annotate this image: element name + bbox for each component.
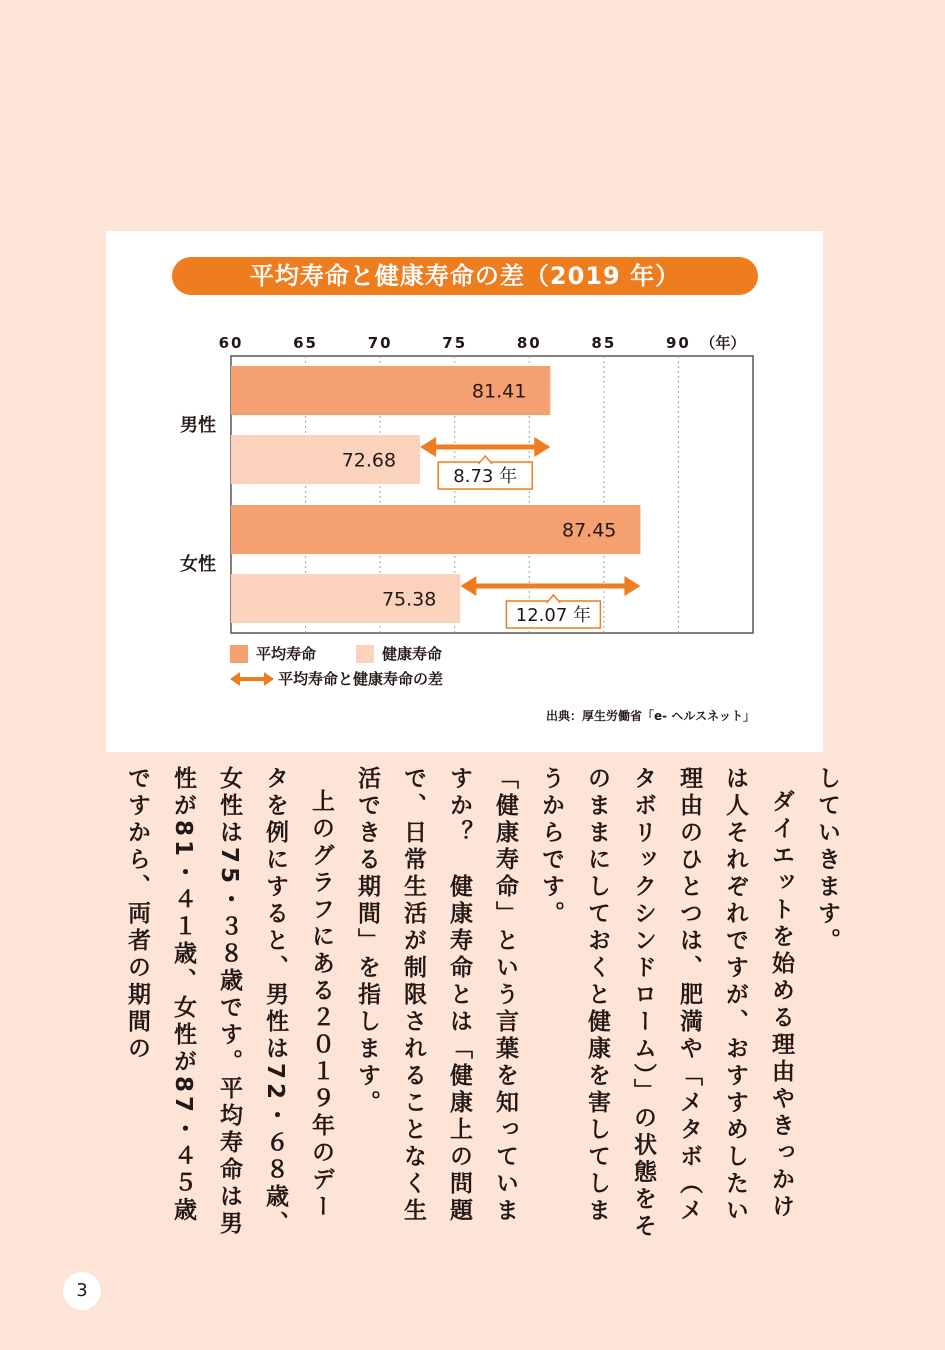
x-tick-label: 90 bbox=[665, 334, 691, 352]
x-tick-label: 80 bbox=[516, 334, 542, 352]
difference-label-pointer-mask bbox=[548, 601, 558, 603]
bar-value-label: 75.38 bbox=[381, 588, 437, 611]
legend-item-average bbox=[230, 643, 316, 664]
legend-label-difference: 平均寿命と健康寿命の差 bbox=[278, 670, 444, 688]
category-label: 男性 bbox=[180, 415, 216, 436]
bar-value-label: 87.45 bbox=[561, 519, 617, 542]
bar-value-label: 81.41 bbox=[471, 380, 527, 403]
legend-item-difference bbox=[230, 668, 443, 689]
legend-label-average: 平均寿命 bbox=[256, 645, 317, 663]
chart-source: 出典：厚生労働省「e- ヘルスネット」 bbox=[546, 709, 755, 723]
x-tick-label: 70 bbox=[367, 334, 393, 352]
double-arrow-icon bbox=[230, 670, 274, 688]
x-tick-label: 75 bbox=[442, 334, 468, 352]
category-label: 女性 bbox=[180, 554, 216, 575]
chart-title: 平均寿命と健康寿命の差（2019 年） bbox=[172, 257, 758, 295]
x-tick-label: 60 bbox=[218, 334, 244, 352]
paragraph: ダイエットを始める理由やきっかけは人それぞれですが、おすすめしたい理由のひとつは、肥満や「メタボ（メタボリックシンドローム）」の状態をそのままにしておくと健康を害してしまうからです。 bbox=[538, 766, 794, 1241]
paragraph: していきます。 bbox=[814, 766, 840, 955]
x-tick-label: 65 bbox=[293, 334, 319, 352]
legend-swatch-healthy bbox=[356, 645, 374, 663]
x-tick-label: 85 bbox=[591, 334, 617, 352]
legend-swatch-average bbox=[230, 645, 248, 663]
chart-card bbox=[106, 231, 823, 752]
legend-label-healthy: 健康寿命 bbox=[382, 645, 443, 663]
paragraph: 「健康寿命」という言葉を知っていますか？ 健康寿命とは「健康上の問題で、日常生活が制限されることなく生活できる期間」を指します。 bbox=[354, 766, 518, 1225]
difference-value-label: 8.73 年 bbox=[453, 466, 518, 487]
page-number: 3 bbox=[63, 1272, 101, 1310]
bar-chart bbox=[106, 231, 823, 752]
bar-value-label: 72.68 bbox=[341, 449, 397, 472]
legend-item-healthy bbox=[356, 643, 442, 664]
difference-label-pointer-mask bbox=[480, 462, 490, 464]
body-text bbox=[80, 766, 850, 1246]
paragraph: 上のグラフにある２０１９年のデータを例にすると、男性は72・６８歳、女性は75・３８歳です。平均寿命は男性が81・４１歳、女性が87・４５歳ですから、両者の期間の bbox=[124, 766, 334, 1239]
x-axis-unit: （年） bbox=[700, 334, 746, 352]
difference-value-label: 12.07 年 bbox=[515, 605, 592, 626]
